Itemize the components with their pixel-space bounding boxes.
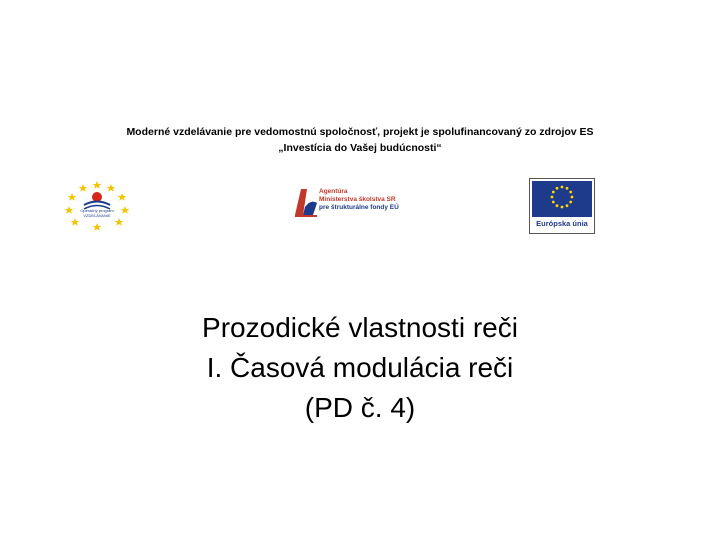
agency-line-2: Ministerstva školstva SR: [319, 196, 396, 203]
agency-line-1: Agentúra: [319, 188, 348, 195]
header-line-2: „Investícia do Vašej budúcnosti“: [278, 142, 442, 154]
eu-caption: Európska únia: [536, 219, 588, 228]
agency-text: [319, 188, 399, 212]
agency-emblem-icon: [293, 185, 319, 219]
op-star-ring-icon: [62, 180, 132, 232]
agency-logo: [293, 185, 418, 219]
slide-title: [100, 308, 620, 428]
op-logo-caption: Operačný program VZDELÁVANIE: [80, 208, 114, 218]
cofinancing-header: [60, 124, 660, 156]
op-education-logo: [62, 180, 132, 232]
header-line-1: Moderné vzdelávanie pre vedomostnú spoločnosť, projekt je spolufinancovaný zo zdrojov ES: [126, 126, 594, 138]
eu-logo: [529, 178, 595, 234]
agency-line-3: pre štrukturálne fondy EÚ: [319, 204, 399, 211]
title-line-1: Prozodické vlastnosti reči: [202, 312, 518, 343]
title-line-3: (PD č. 4): [304, 392, 416, 423]
title-line-2: I. Časová modulácia reči: [206, 352, 514, 383]
